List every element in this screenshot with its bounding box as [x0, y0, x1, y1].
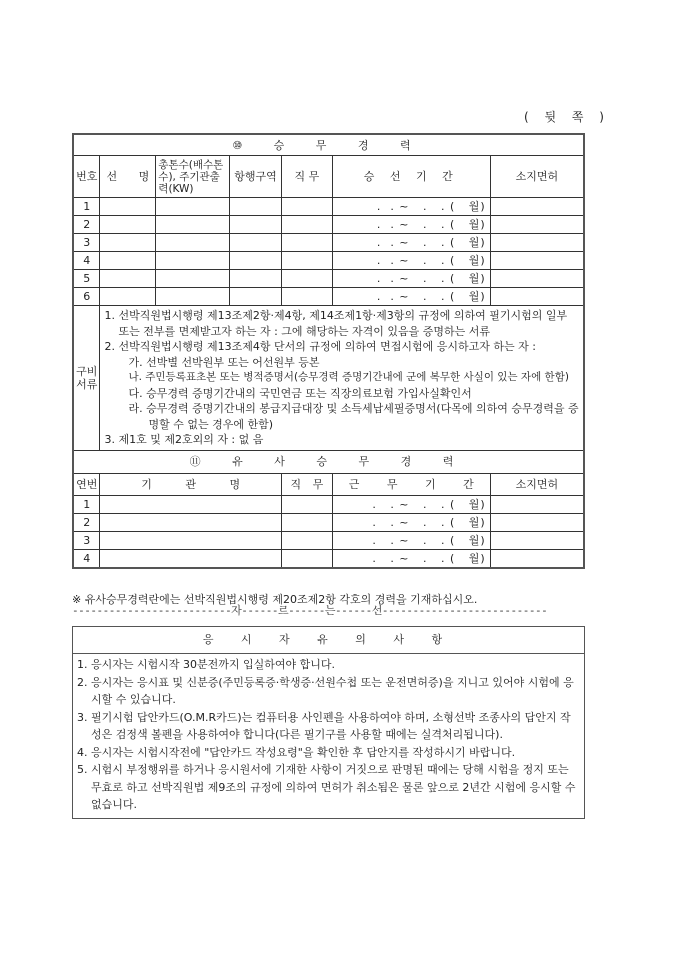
- row-number: 3: [73, 531, 100, 549]
- license-cell[interactable]: [490, 270, 584, 288]
- notice-title: 응 시 자 유 의 사 항: [73, 627, 584, 654]
- duty-cell[interactable]: [281, 234, 332, 252]
- row-number: 1: [73, 495, 100, 513]
- navigation-area-cell[interactable]: [230, 288, 282, 306]
- duty-cell[interactable]: [281, 549, 332, 568]
- notice-item: 3. 필기시험 답안카드(O.M.R카드)는 컴퓨터용 사인펜을 사용하여야 하며, 소형선박 조종사의 답안지 작성은 검정색 볼펜을 사용하여야 합니다(다른 필기구를 사용할 때에는 실격처리됩니다).: [77, 710, 571, 741]
- similar-career-row: [73, 495, 584, 513]
- career-title: ⑩ 승 무 경 력: [73, 134, 584, 156]
- ship-name-cell[interactable]: [100, 252, 156, 270]
- similar-career-title: ⑪ 유 사 승 무 경 력: [73, 450, 584, 473]
- duty-cell[interactable]: [281, 495, 332, 513]
- boarding-period-cell[interactable]: . . ~ . . ( 월): [332, 234, 490, 252]
- notice-item: 4. 응시자는 시험시작전에 "답안카드 작성요령"을 확인한 후 답안지를 작성하시기 바랍니다.: [77, 745, 516, 759]
- row-number: 3: [73, 234, 100, 252]
- document-item: 2. 선박직원법시행령 제13조제4항 단서의 규정에 의하여 면접시험에 응시하고자 하는 자 :: [104, 340, 536, 353]
- document-item: 나. 주민등록표초본 또는 병적증명서(승무경력 증명기간내에 군에 복무한 사실이 있는 자에 한함): [128, 371, 569, 383]
- license-cell[interactable]: [490, 198, 584, 216]
- boarding-period-cell[interactable]: . . ~ . . ( 월): [332, 288, 490, 306]
- career-row: [73, 234, 584, 252]
- document-item: 라. 승무경력 증명기간내의 봉급지급대장 및 소득세납세필증명서(다목에 의하여 승무경력을 증명할 수 없는 경우에 한함): [128, 402, 579, 431]
- row-number: 4: [73, 252, 100, 270]
- notice-item: 5. 시험시 부정행위를 하거나 응시원서에 기재한 사항이 거짓으로 판명된 때에는 당해 시험을 정지 또는 무효로 하고 선박직원법 제9조의 규정에 의하여 면허가 취소됨은 물론 앞으로 2년간 시험에 응시할 수 없습니다.: [77, 763, 576, 811]
- license-cell[interactable]: [490, 252, 584, 270]
- license-cell[interactable]: [490, 531, 584, 549]
- ship-name-cell[interactable]: [100, 234, 156, 252]
- applicant-notice-box: [72, 626, 585, 819]
- header-serial: 연번: [73, 473, 100, 495]
- career-row: [73, 270, 584, 288]
- row-number: 1: [73, 198, 100, 216]
- license-cell[interactable]: [490, 216, 584, 234]
- ship-name-cell[interactable]: [100, 216, 156, 234]
- row-number: 6: [73, 288, 100, 306]
- header-work-period: 근 무 기 간: [332, 473, 490, 495]
- similar-career-row: [73, 549, 584, 568]
- institution-cell[interactable]: [100, 495, 282, 513]
- license-cell[interactable]: [490, 549, 584, 568]
- license-cell[interactable]: [490, 495, 584, 513]
- duty-cell[interactable]: [281, 216, 332, 234]
- navigation-area-cell[interactable]: [230, 198, 282, 216]
- duty-cell[interactable]: [281, 270, 332, 288]
- document-item: 다. 승무경력 증명기간내의 국민연금 또는 직장의료보험 가입사실확인서: [128, 386, 472, 400]
- tonnage-cell[interactable]: [156, 270, 230, 288]
- institution-cell[interactable]: [100, 513, 282, 531]
- duty-cell[interactable]: [281, 531, 332, 549]
- navigation-area-cell[interactable]: [230, 252, 282, 270]
- header-duty: 직 무: [281, 473, 332, 495]
- career-row: [73, 252, 584, 270]
- similar-career-note: ※ 유사승무경력란에는 선박직원법시행령 제20조제2항 각호의 경력을 기재하십시오.: [72, 593, 478, 606]
- career-row: [73, 198, 584, 216]
- tonnage-cell[interactable]: [156, 252, 230, 270]
- tonnage-cell[interactable]: [156, 216, 230, 234]
- cut-line: --------------------------자------르------는------선---------------------------: [72, 604, 548, 617]
- career-row: [73, 288, 584, 306]
- notice-item: 2. 응시자는 응시표 및 신분증(주민등록증·학생증·선원수첩 또는 운전면허증)을 지니고 있어야 시험에 응시할 수 있습니다.: [77, 675, 574, 706]
- navigation-area-cell[interactable]: [230, 216, 282, 234]
- career-row: [73, 216, 584, 234]
- boarding-period-cell[interactable]: . . ~ . . ( 월): [332, 198, 490, 216]
- duty-cell[interactable]: [281, 288, 332, 306]
- duty-cell[interactable]: [281, 513, 332, 531]
- header-tonnage: 총톤수(배수톤수), 주기관출력(KW): [156, 156, 230, 198]
- notice-item: 1. 응시자는 시험시작 30분전까지 입실하여야 합니다.: [77, 658, 335, 671]
- ship-name-cell[interactable]: [100, 288, 156, 306]
- license-cell[interactable]: [490, 513, 584, 531]
- ship-name-cell[interactable]: [100, 198, 156, 216]
- boarding-period-cell[interactable]: . . ~ . . ( 월): [332, 216, 490, 234]
- duty-cell[interactable]: [281, 252, 332, 270]
- work-period-cell[interactable]: . . ~ . . ( 월): [332, 495, 490, 513]
- row-number: 2: [73, 216, 100, 234]
- navigation-area-cell[interactable]: [230, 270, 282, 288]
- duty-cell[interactable]: [281, 198, 332, 216]
- document-item: 1. 선박직원법시행령 제13조제2항·제4항, 제14조제1항·제3항의 규정에 의하여 필기시험의 일부 또는 전부를 면제받고자 하는 자 : 그에 해당하는 자격이 있음을 증명하는 서류: [104, 309, 568, 338]
- similar-career-row: [73, 531, 584, 549]
- boarding-period-cell[interactable]: . . ~ . . ( 월): [332, 270, 490, 288]
- header-institution: 기 관 명: [100, 473, 282, 495]
- document-item: 3. 제1호 및 제2호외의 자 : 없 음: [104, 433, 264, 446]
- header-navigation-area: 항행구역: [230, 156, 282, 198]
- boarding-period-cell[interactable]: . . ~ . . ( 월): [332, 252, 490, 270]
- row-number: 2: [73, 513, 100, 531]
- license-cell[interactable]: [490, 288, 584, 306]
- row-number: 4: [73, 549, 100, 568]
- ship-name-cell[interactable]: [100, 270, 156, 288]
- header-boarding-period: 승 선 기 간: [332, 156, 490, 198]
- license-cell[interactable]: [490, 234, 584, 252]
- institution-cell[interactable]: [100, 549, 282, 568]
- required-documents-row: [73, 306, 584, 451]
- required-documents-label: 구비서류: [73, 306, 100, 451]
- header-duty: 직 무: [281, 156, 332, 198]
- page-side-label: ( 뒷 쪽 ): [524, 110, 610, 124]
- similar-career-row: [73, 513, 584, 531]
- work-period-cell[interactable]: . . ~ . . ( 월): [332, 513, 490, 531]
- header-number: 번호: [73, 156, 100, 198]
- header-ship-name: 선 명: [100, 156, 156, 198]
- institution-cell[interactable]: [100, 531, 282, 549]
- navigation-area-cell[interactable]: [230, 234, 282, 252]
- header-license: 소지면허: [490, 473, 584, 495]
- row-number: 5: [73, 270, 100, 288]
- required-documents-list: [100, 306, 584, 451]
- tonnage-cell[interactable]: [156, 288, 230, 306]
- work-period-cell[interactable]: . . ~ . . ( 월): [332, 549, 490, 568]
- tonnage-cell[interactable]: [156, 198, 230, 216]
- document-item: 가. 선박별 선박원부 또는 어선원부 등본: [128, 355, 320, 369]
- career-table: [72, 133, 585, 569]
- tonnage-cell[interactable]: [156, 234, 230, 252]
- header-license: 소지면허: [490, 156, 584, 198]
- work-period-cell[interactable]: . . ~ . . ( 월): [332, 531, 490, 549]
